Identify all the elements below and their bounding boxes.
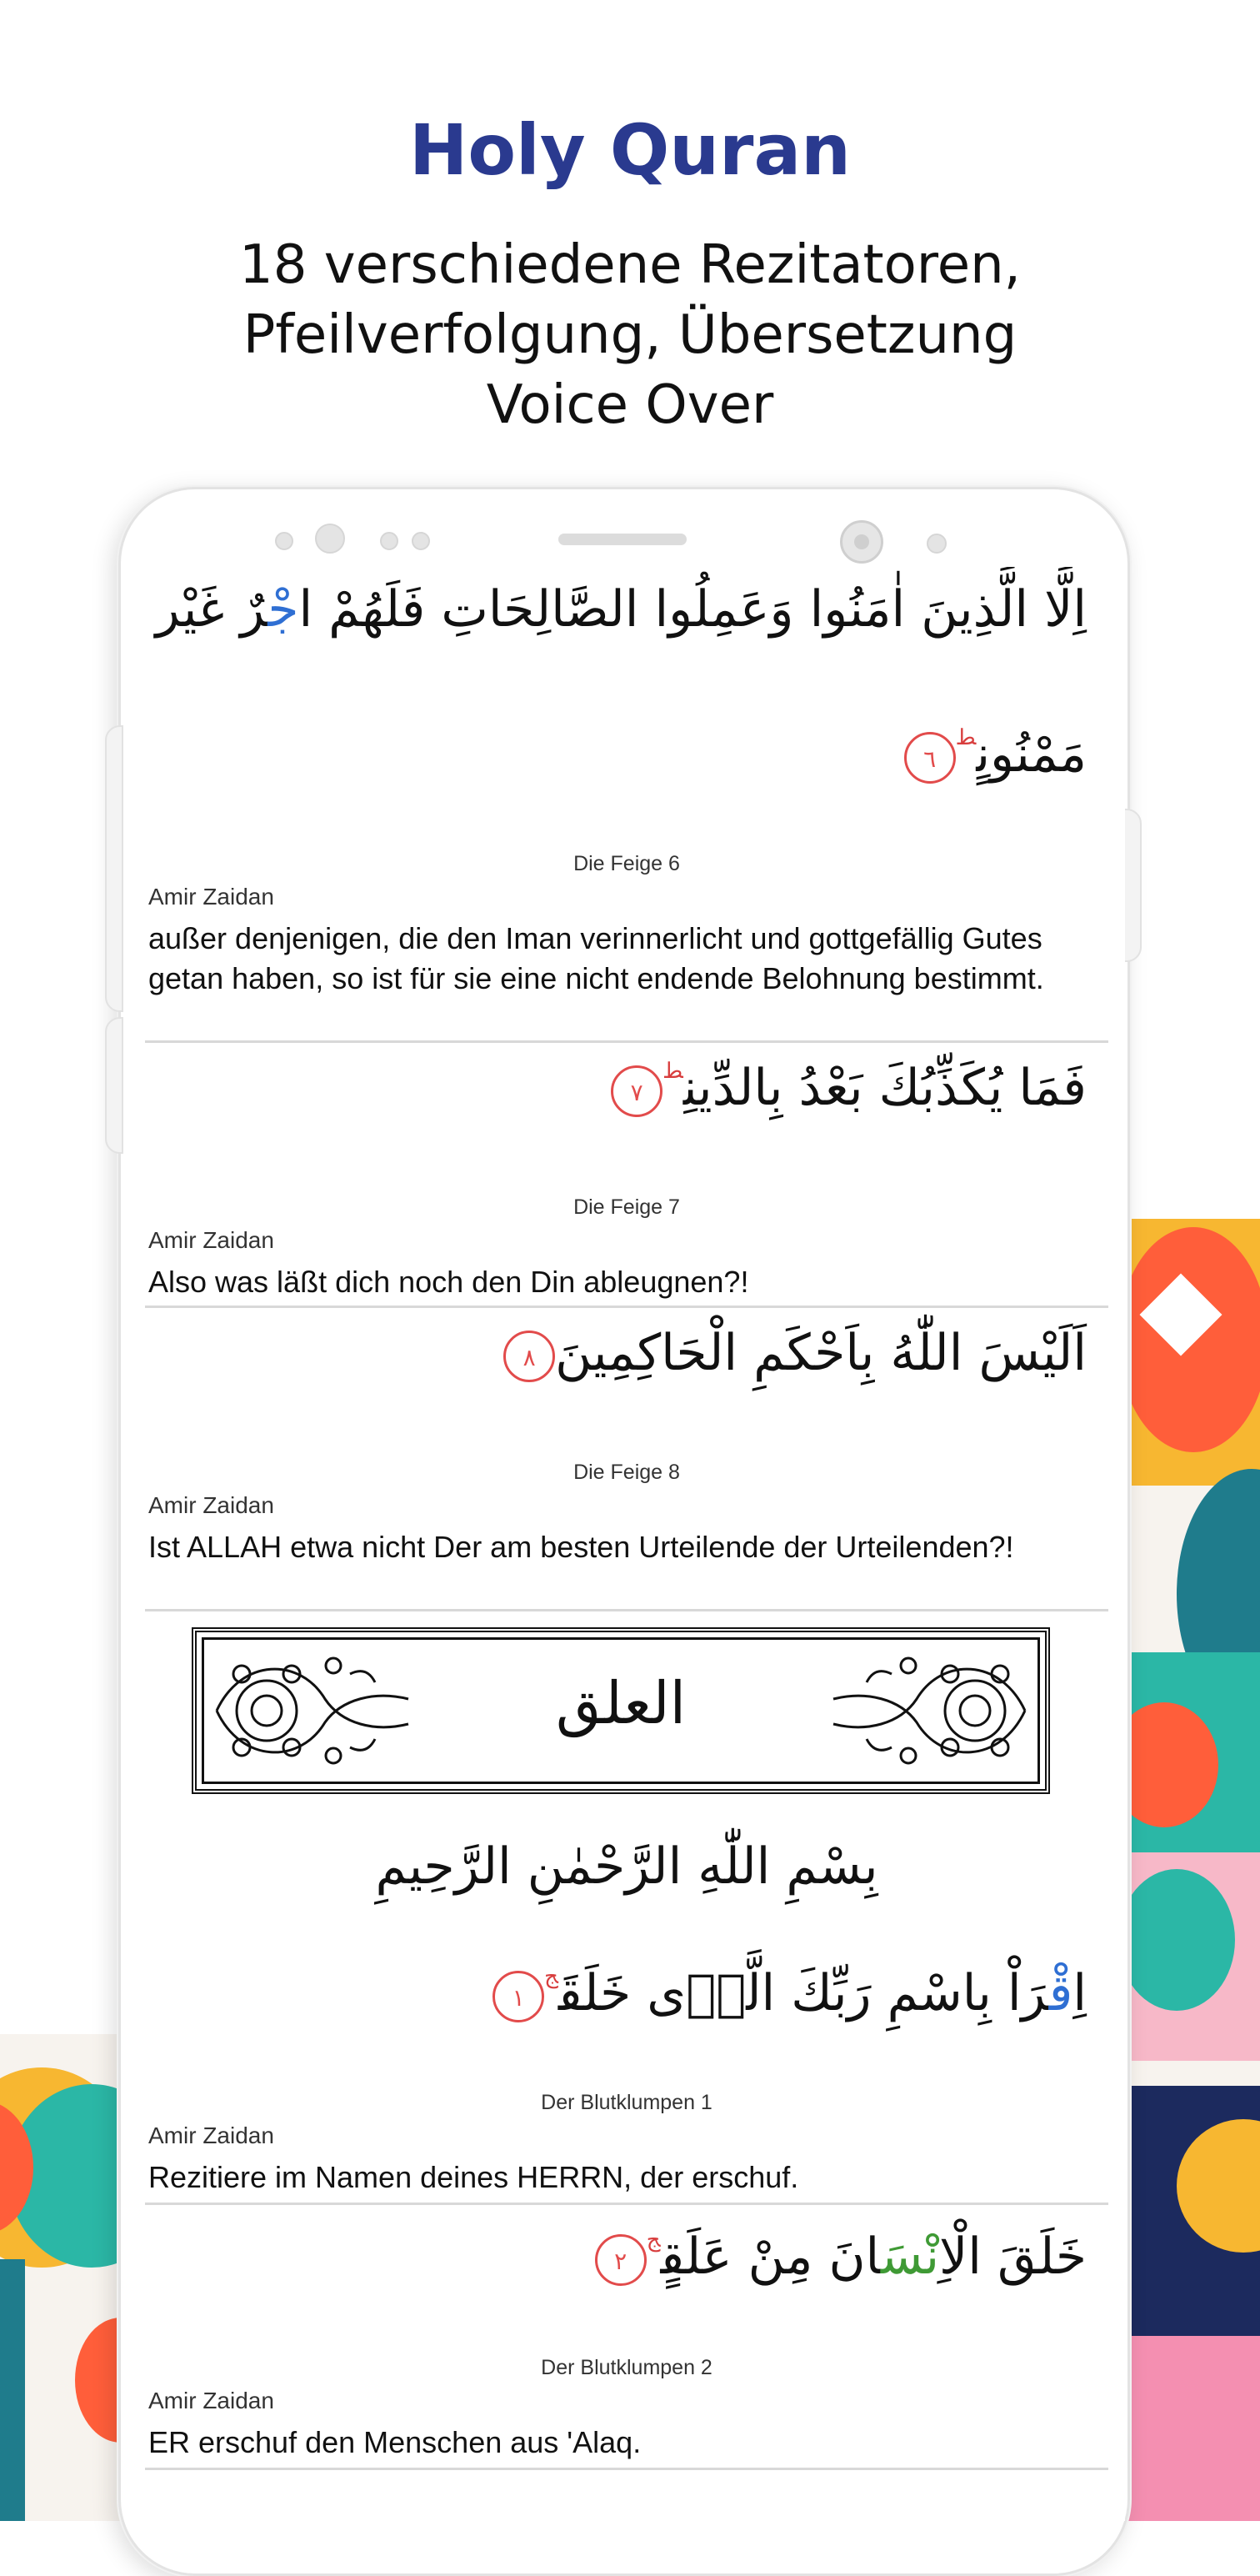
sensor-dot — [412, 532, 430, 550]
verse-arabic-line[interactable] — [145, 1964, 1087, 2022]
translator-name: Amir Zaidan — [148, 1227, 274, 1253]
sensor-dot — [927, 534, 947, 554]
ayah-number-badge: ٨ — [503, 1331, 555, 1382]
verse-text: خَلَقَ الْاِ — [939, 2228, 1087, 2286]
verse-divider — [145, 2468, 1108, 2470]
decorative-pattern-left — [0, 2034, 133, 2521]
recitation-highlight: نْسَ — [880, 2228, 940, 2286]
verse-text: اِلَّا الَّذِينَ اٰمَنُوا وَعَمِلُوا الصَّالِحَاتِ فَلَهُمْ ا — [298, 580, 1087, 639]
translator-name: Amir Zaidan — [148, 2122, 274, 2148]
verse-translation: außer denjenigen, die den Iman verinnerlicht und gottgefällig Gutes getan haben, so ist für sie eine nicht endende Belohnung bestimmt. — [148, 921, 1044, 995]
verse-arabic-line[interactable] — [145, 580, 1087, 639]
verse-arabic-line[interactable] — [145, 1324, 1087, 1382]
basmala: بِسْمِ اللّٰهِ الرَّحْمٰنِ الرَّحِيمِ — [375, 1837, 878, 1896]
verse-translation: Rezitiere im Namen deines HERRN, der erschuf. — [148, 2160, 799, 2194]
decorative-pattern-right — [1127, 1219, 1260, 2521]
translator-name: Amir Zaidan — [148, 884, 274, 910]
waqf-mark: ط — [955, 725, 977, 750]
verse-divider — [145, 1306, 1108, 1308]
ayah-number-badge: ٢ — [595, 2234, 647, 2286]
translator-name: Amir Zaidan — [148, 2388, 274, 2413]
verse-reference: Der Blutklumpen 2 — [541, 2356, 712, 2379]
phone-side-button — [1123, 809, 1142, 962]
waqf-mark: ج — [646, 2228, 661, 2253]
ayah-number-badge: ٧ — [611, 1065, 662, 1117]
phone-side-button — [105, 725, 123, 1012]
verse-text: انَ مِنْ عَلَقٍ — [660, 2228, 881, 2286]
verse-translation: Ist ALLAH etwa nicht Der am besten Urteilende der Urteilenden?! — [148, 1530, 1014, 1564]
ayah-number-badge: ١ — [492, 1971, 544, 2022]
sensor-dot — [275, 532, 293, 550]
quran-reader-screen[interactable] — [128, 567, 1125, 2521]
verse-reference: Die Feige 6 — [573, 852, 680, 875]
waqf-mark: ط — [662, 1059, 683, 1084]
translator-name: Amir Zaidan — [148, 1492, 274, 1518]
camera-icon — [840, 520, 883, 564]
front-camera-dot — [315, 524, 345, 554]
verse-text: فَمَا يُكَذِّبُكَ بَعْدُ بِالدِّينِ — [682, 1059, 1087, 1117]
verse-arabic-line[interactable] — [145, 1059, 1087, 1117]
verse-text: اِ — [1072, 1964, 1087, 2022]
verse-reference: Die Feige 7 — [573, 1195, 680, 1219]
promo-subtitle-line: Pfeilverfolgung, Übersetzung — [242, 304, 1018, 366]
verse-arabic-line[interactable] — [145, 725, 1087, 784]
promo-subtitle-line: Voice Over — [486, 374, 774, 436]
verse-text: اَلَيْسَ اللّٰهُ بِاَحْكَمِ الْحَاكِمِينَ — [555, 1324, 1087, 1382]
phone-side-button — [105, 1017, 123, 1154]
verse-text: مَمْنُونٍ — [976, 725, 1087, 784]
verse-arabic-line[interactable] — [145, 2228, 1087, 2286]
verse-divider — [145, 1609, 1108, 1611]
verse-text: رَاْ بِاسْمِ رَبِّكَ الَّذٖى خَلَقَ — [558, 1964, 1049, 2022]
surah-name: العلق — [555, 1669, 687, 1737]
verse-translation: ER erschuf den Menschen aus 'Alaq. — [148, 2425, 642, 2459]
verse-translation: Also was läßt dich noch den Din ableugnen?! — [148, 1265, 749, 1299]
verse-divider — [145, 1040, 1108, 1043]
verse-text: رٌ غَيْر — [155, 580, 268, 639]
promo-subtitle — [0, 230, 1260, 440]
verse-reference: Der Blutklumpen 1 — [541, 2091, 712, 2114]
waqf-mark: ج — [544, 1964, 558, 1989]
verse-reference: Die Feige 8 — [573, 1461, 680, 1484]
verse-divider — [145, 2203, 1108, 2205]
earpiece-speaker — [558, 534, 687, 545]
deco-block — [1127, 2336, 1260, 2521]
promo-title: Holy Quran — [409, 109, 851, 191]
recitation-highlight: جْ — [268, 580, 299, 639]
deco-block — [0, 2259, 25, 2521]
sensor-dot — [380, 532, 398, 550]
promo-subtitle-line: 18 verschiedene Rezitatoren, — [239, 234, 1021, 296]
recitation-highlight: قْ — [1048, 1964, 1073, 2022]
ayah-number-badge: ٦ — [904, 732, 956, 784]
surah-header-frame — [192, 1627, 1050, 1794]
